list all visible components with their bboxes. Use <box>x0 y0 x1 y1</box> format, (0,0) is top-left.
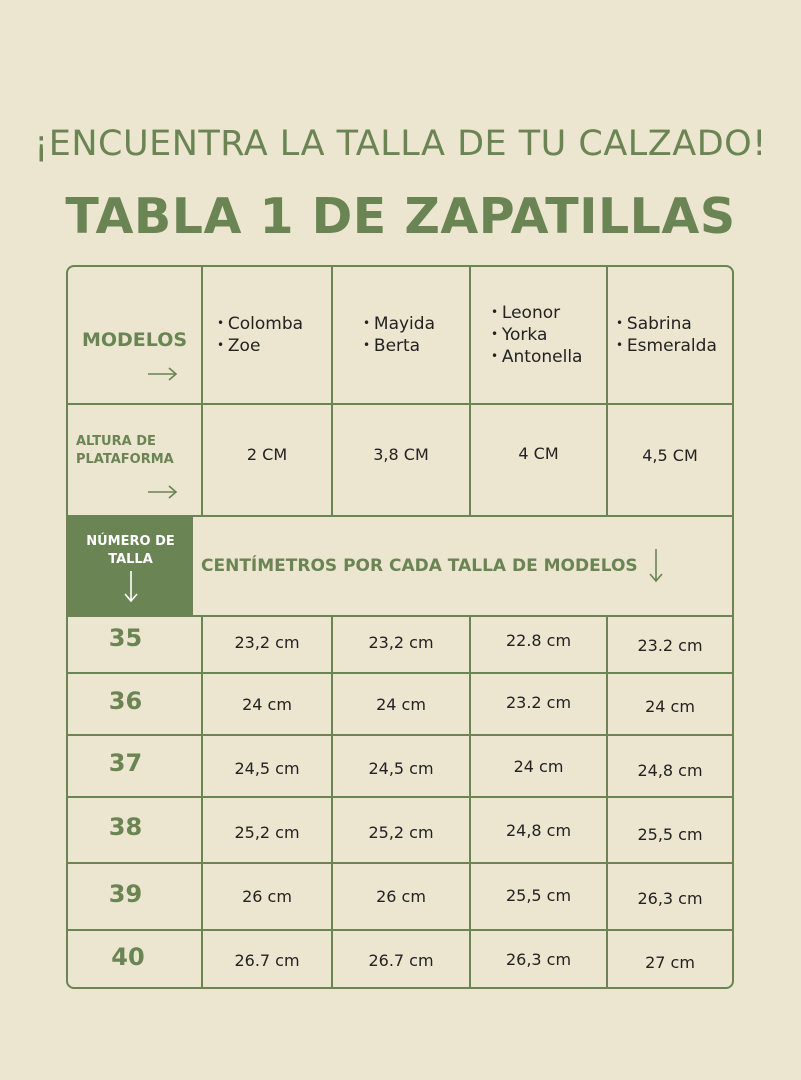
platform-label: PLATAFORMA <box>76 452 174 467</box>
platform-label: ALTURA DE <box>76 434 156 449</box>
model-list <box>491 302 582 368</box>
model-cell <box>333 267 469 403</box>
model-name: • Zoe <box>217 335 303 357</box>
size-number: 37 <box>108 749 143 777</box>
platform-height: 3,8 CM <box>373 444 429 464</box>
model-cell <box>203 267 331 403</box>
size-value: 26.7 cm <box>234 950 300 970</box>
platform-label-cell <box>68 405 201 515</box>
size-value: 27 cm <box>645 952 695 972</box>
size-number: 40 <box>111 943 145 971</box>
size-value: 24 cm <box>376 694 426 714</box>
platform-height: 4 CM <box>518 443 559 463</box>
arrow-right-icon <box>148 367 178 381</box>
model-name: • Mayida <box>363 313 435 335</box>
model-name: • Sabrina <box>616 313 717 335</box>
size-value: 24 cm <box>242 694 292 714</box>
size-value: 24,8 cm <box>637 760 703 780</box>
size-value: 26.7 cm <box>368 950 434 970</box>
cm-header: CENTÍMETROS POR CADA TALLA DE MODELOS <box>201 556 638 576</box>
size-value: 22.8 cm <box>505 631 572 650</box>
model-name: • Yorka <box>491 324 582 346</box>
platform-height: 4,5 CM <box>642 445 698 465</box>
size-value: 26 cm <box>376 887 426 906</box>
page-title: TABLA 1 DE ZAPATILLAS <box>65 188 736 245</box>
model-list <box>363 313 435 357</box>
size-label: TALLA <box>108 552 153 567</box>
models-label-cell <box>68 267 201 403</box>
size-number: 38 <box>108 813 143 841</box>
model-cell <box>608 267 732 403</box>
model-list <box>217 313 303 357</box>
arrow-down-icon <box>123 571 139 603</box>
arrow-down-icon <box>648 549 664 583</box>
size-number: 36 <box>108 687 143 715</box>
size-number: 35 <box>108 623 143 652</box>
page-subtitle: ¡ENCUENTRA LA TALLA DE TU CALZADO! <box>34 124 767 164</box>
size-value: 26 cm <box>242 887 292 906</box>
size-table <box>66 265 734 989</box>
size-value: 24,5 cm <box>368 758 434 778</box>
size-value: 24 cm <box>513 756 564 776</box>
size-value: 23.2 cm <box>637 636 703 655</box>
platform-height: 2 CM <box>246 444 288 464</box>
size-value: 23,2 cm <box>368 633 434 652</box>
model-name: • Esmeralda <box>616 335 717 357</box>
size-value: 24 cm <box>645 696 695 716</box>
model-name: • Berta <box>363 335 435 357</box>
size-value: 25,5 cm <box>505 886 572 905</box>
size-value: 26,3 cm <box>637 889 703 908</box>
size-value: 24,8 cm <box>505 820 572 840</box>
model-name: • Leonor <box>491 302 582 324</box>
model-cell <box>471 267 606 403</box>
size-value: 26,3 cm <box>505 949 572 969</box>
size-value: 23.2 cm <box>505 692 572 712</box>
cm-header-cell <box>195 517 732 615</box>
model-name: • Colomba <box>217 313 303 335</box>
size-value: 25,2 cm <box>234 822 300 842</box>
models-label: MODELOS <box>81 329 188 351</box>
size-label: NÚMERO DE <box>86 534 175 549</box>
size-value: 25,2 cm <box>368 822 434 842</box>
model-list <box>616 313 717 357</box>
size-number: 39 <box>108 879 143 908</box>
size-value: 25,5 cm <box>637 824 703 844</box>
size-value: 24,5 cm <box>234 758 300 778</box>
arrow-right-icon <box>148 485 178 499</box>
model-name: • Antonella <box>491 346 582 368</box>
size-label-cell <box>68 517 193 615</box>
size-value: 23,2 cm <box>234 633 300 652</box>
